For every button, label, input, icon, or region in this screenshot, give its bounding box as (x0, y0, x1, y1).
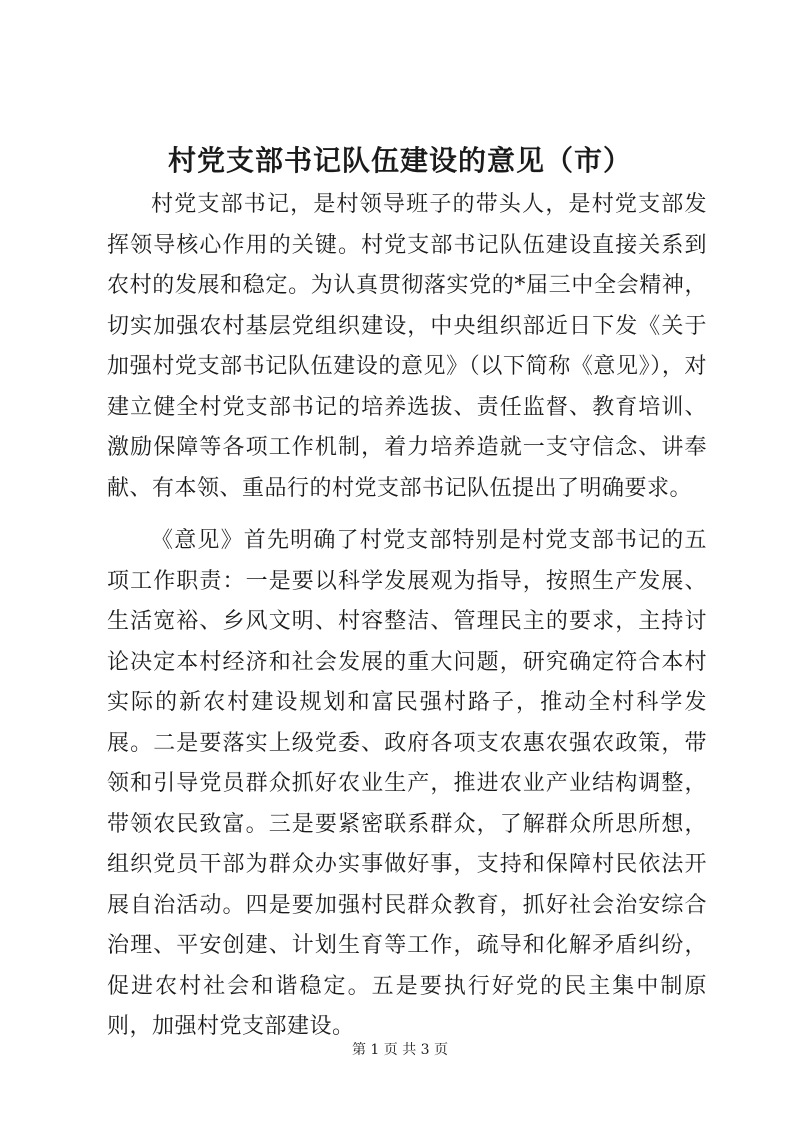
document-body (107, 185, 707, 1048)
paragraph-duties: 《意见》首先明确了村党支部特别是村党支部书记的五项工作职责：一是要以科学发展观为指导，按照生产发展、生活宽裕、乡风文明、村容整洁、管理民主的要求，主持讨论决定本村经济和社会发展的重大问题，研究确定符合本村实际的新农村建设规划和富民强村路子，推动全村科学发展。二是要落实上级党委、政府各项支农惠农强农政策，带领和引导党员群众抓好农业生产，推进农业产业结构调整，带领农民致富。三是要紧密联系群众，了解群众所思所想，组织党员干部为群众办实事做好事，支持和保障村民依法开展自治活动。四是要加强村民群众教育，抓好社会治安综合治理、平安创建、计划生育等工作，疏导和化解矛盾纠纷，促进农村社会和谐稳定。五是要执行好党的民主集中制原则，加强村党支部建设。 (107, 528, 707, 1039)
document-title: 村党支部书记队伍建设的意见（市） (167, 144, 632, 177)
page-number-footer: 第 1 页 共 3 页 (351, 1042, 449, 1058)
paragraph-intro: 村党支部书记，是村领导班子的带头人，是村党支部发挥领导核心作用的关键。村党支部书记队伍建设直接关系到农村的发展和稳定。为认真贯彻落实党的*届三中全会精神，切实加强农村基层党组织建设，中央组织部近日下发《关于加强村党支部书记队伍建设的意见》（以下简称《意见》），对建立健全村党支部书记的培养选拔、责任监督、教育培训、激励保障等各项工作机制，着力培养造就一支守信念、讲奉献、有本领、重品行的村党支部书记队伍提出了明确要求。 (107, 192, 707, 501)
